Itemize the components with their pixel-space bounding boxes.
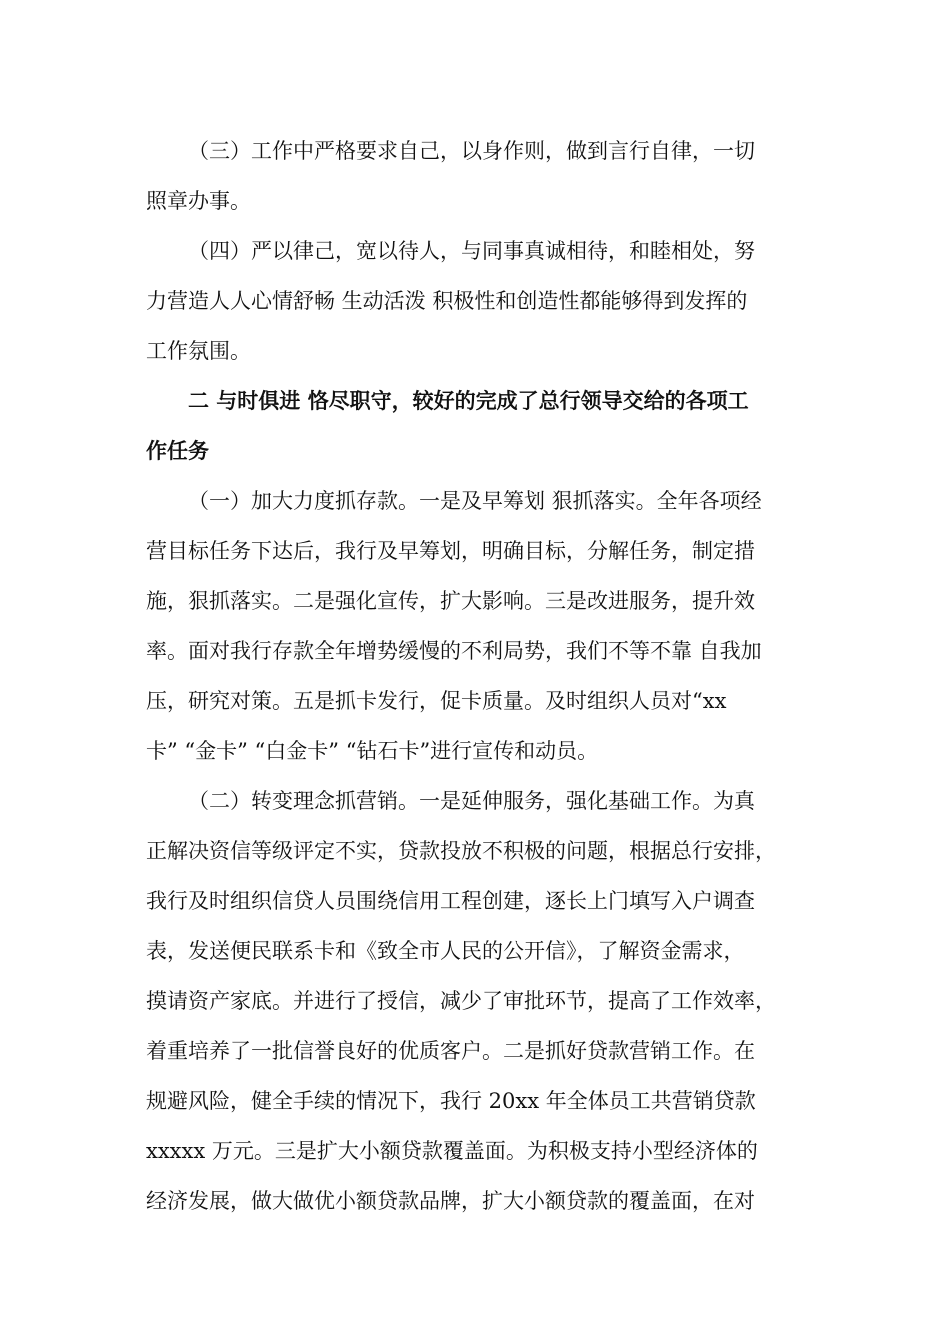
paragraph-3-line-1: （三）工作中严格要求自己，以身作则，做到言行自律，一切 <box>188 139 755 163</box>
paragraph-6-line-4: 表，发送便民联系卡和《致全市人民的公开信》，了解资金需求， <box>146 939 745 963</box>
paragraph-4-line-1: （四）严以律己，宽以待人，与同事真诚相待，和睦相处，努 <box>188 239 755 263</box>
section-heading-line-1: 二 与时俱进 恪尽职守，较好的完成了总行领导交给的各项工 <box>188 388 749 413</box>
paragraph-5-line-3: 施，狠抓落实。二是强化宣传，扩大影响。三是改进服务，提升效 <box>146 589 755 613</box>
paragraph-5-line-4: 率。面对我行存款全年增势缓慢的不利局势，我们不等不靠 自我加 <box>146 639 762 663</box>
paragraph-5-line-5: 压，研究对策。五是抓卡发行，促卡质量。及时组织人员对“xx <box>146 689 727 713</box>
paragraph-6-line-7: 规避风险，健全手续的情况下，我行 20xx 年全体员工共营销贷款 <box>146 1089 756 1113</box>
paragraph-5-line-6: 卡” “金卡” “白金卡” “钻石卡”进行宣传和动员。 <box>146 739 599 763</box>
paragraph-5-line-2: 营目标任务下达后，我行及早筹划，明确目标，分解任务，制定措 <box>146 539 755 563</box>
paragraph-3-line-2: 照章办事。 <box>146 189 251 213</box>
paragraph-6-line-1: （二）转变理念抓营销。一是延伸服务，强化基础工作。为真 <box>188 789 755 813</box>
paragraph-4-line-2: 力营造人人心情舒畅 生动活泼 积极性和创造性都能够得到发挥的 <box>146 289 748 313</box>
paragraph-5-line-1: （一）加大力度抓存款。一是及早筹划 狠抓落实。全年各项经 <box>188 489 762 513</box>
paragraph-6-line-8: xxxxx 万元。三是扩大小额贷款覆盖面。为积极支持小型经济体的 <box>146 1139 758 1163</box>
paragraph-6-line-5: 摸请资产家底。并进行了授信，减少了审批环节，提高了工作效率， <box>146 989 776 1013</box>
paragraph-6-line-2: 正解决资信等级评定不实，贷款投放不积极的问题，根据总行安排， <box>146 839 776 863</box>
paragraph-6-line-9: 经济发展，做大做优小额贷款品牌，扩大小额贷款的覆盖面，在对 <box>146 1189 755 1213</box>
paragraph-6-line-6: 着重培养了一批信誉良好的优质客户。二是抓好贷款营销工作。在 <box>146 1039 755 1063</box>
section-heading-line-2: 作任务 <box>146 438 209 463</box>
paragraph-4-line-3: 工作氛围。 <box>146 339 251 363</box>
paragraph-6-line-3: 我行及时组织信贷人员围绕信用工程创建，逐长上门填写入户调查 <box>146 889 755 913</box>
